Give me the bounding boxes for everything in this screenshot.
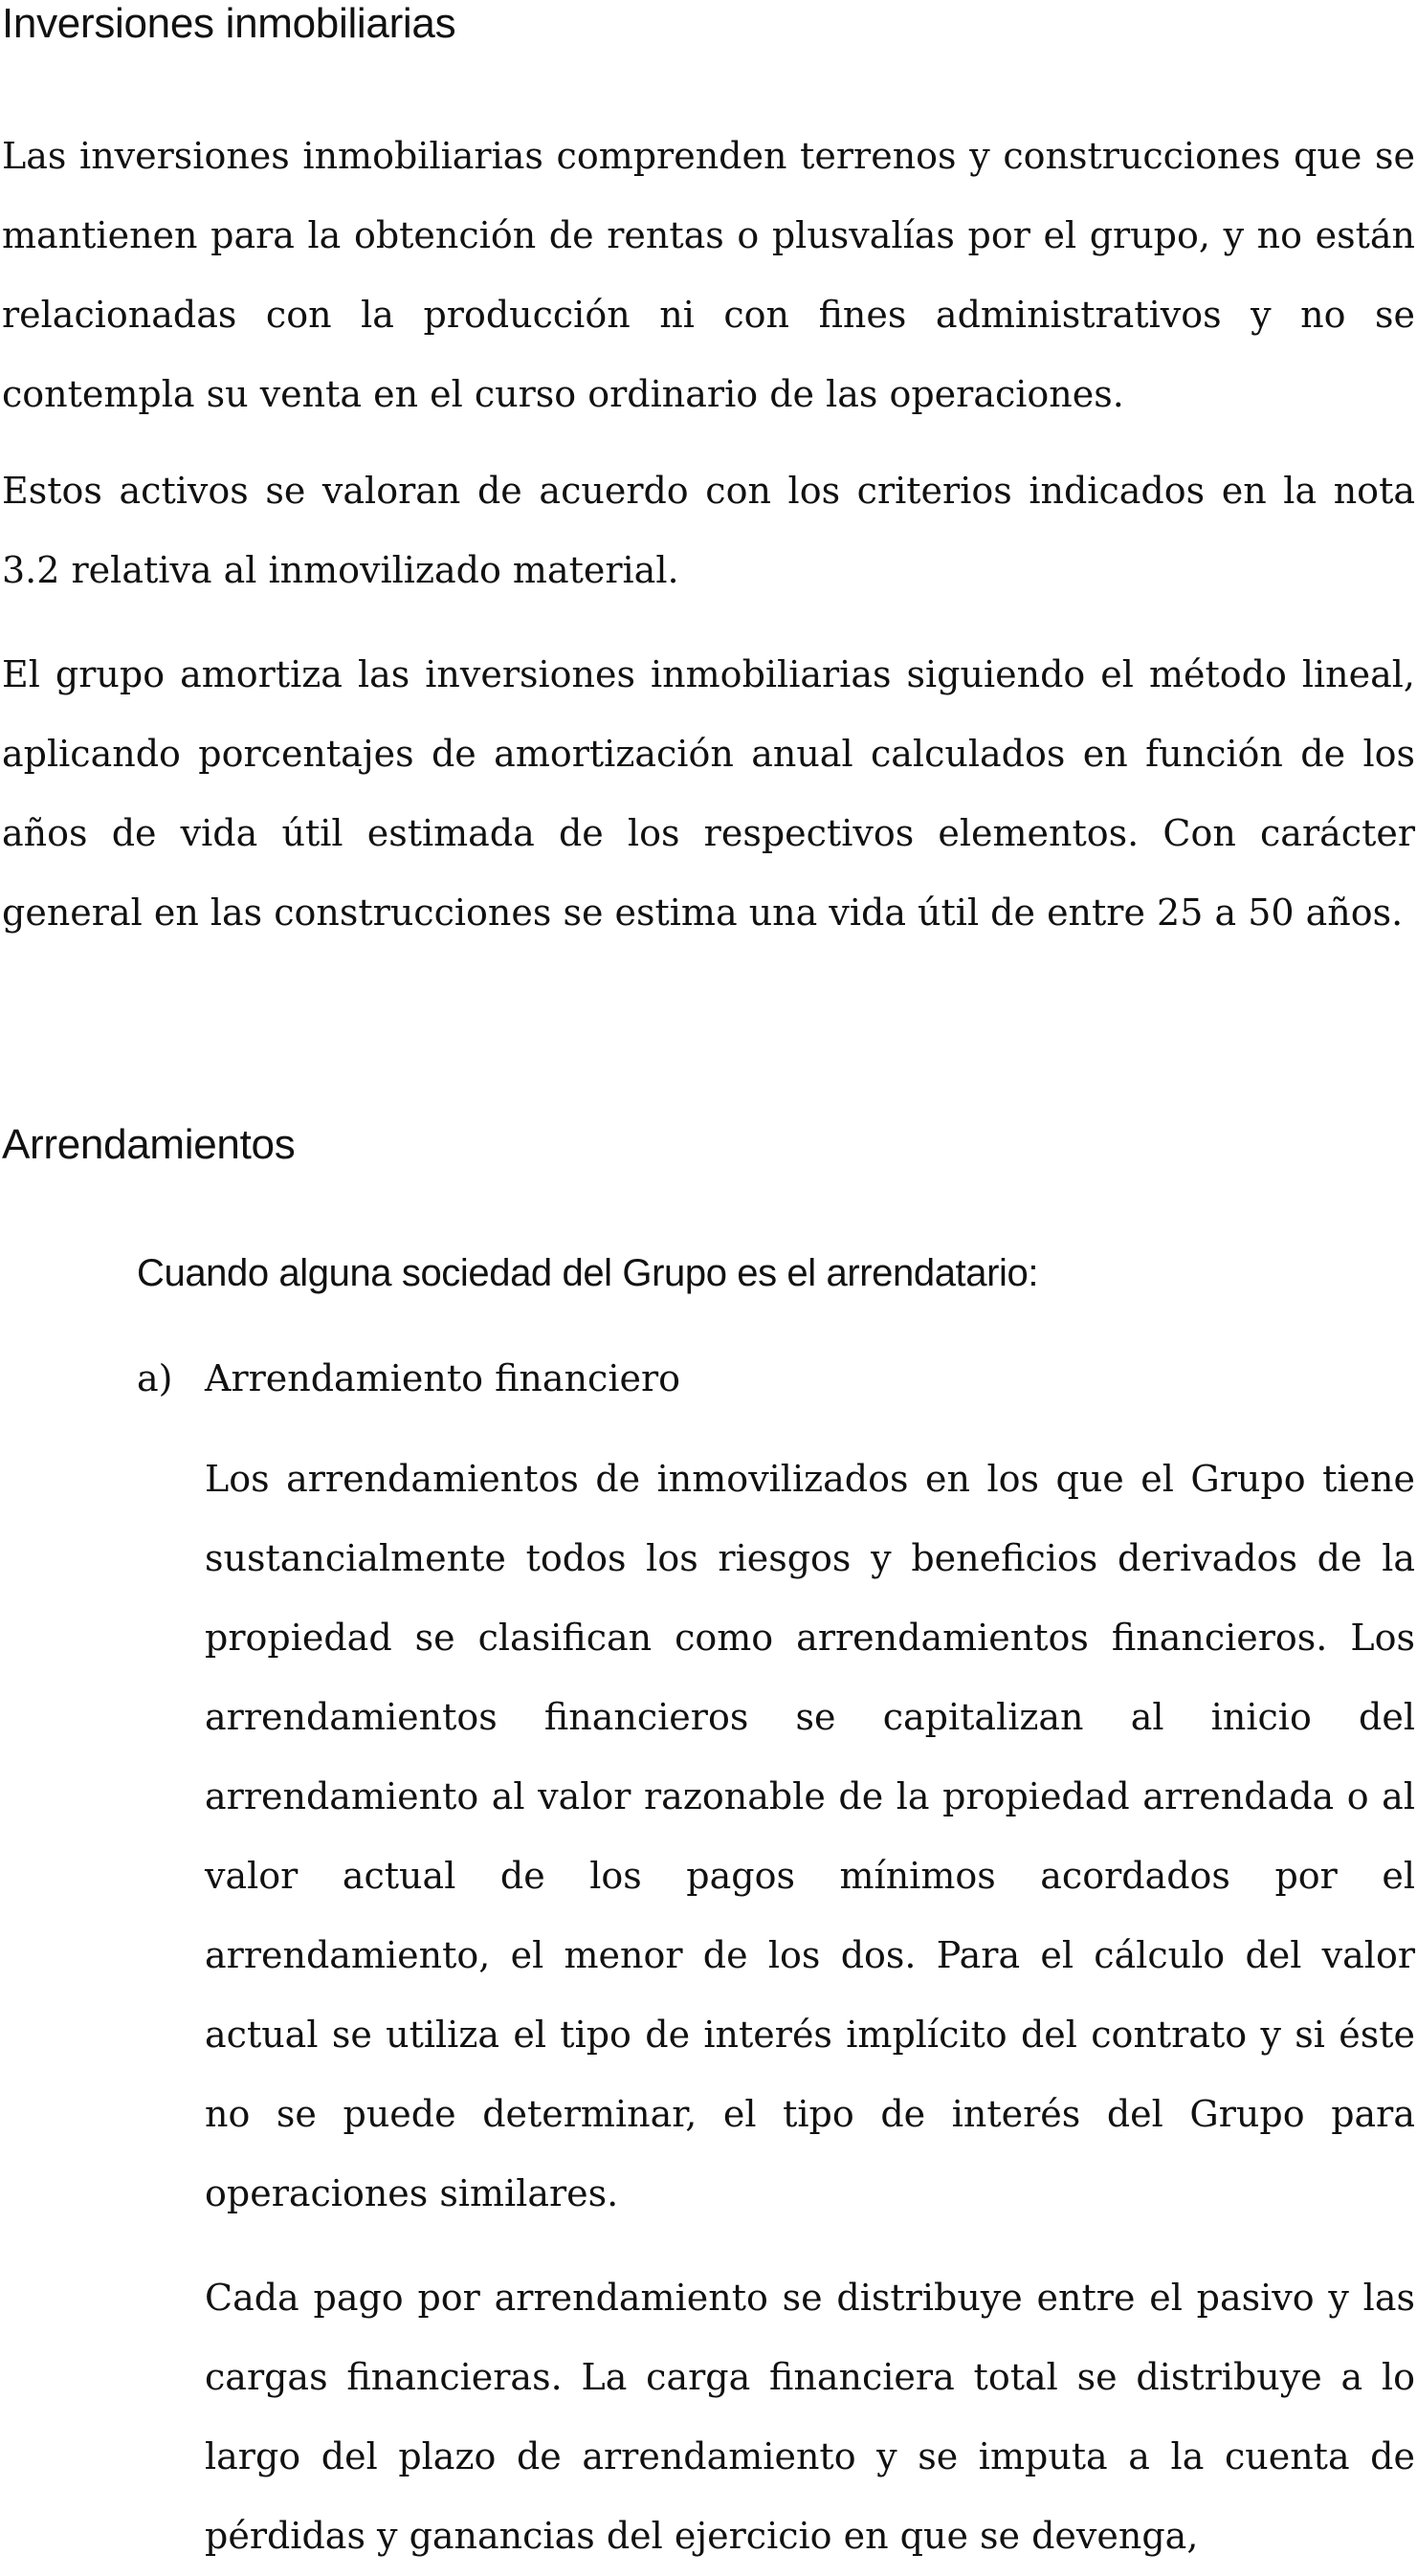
list-item-marker: a) [137, 1357, 173, 1399]
section-title-inversiones-inmobiliarias: Inversiones inmobiliarias [2, 0, 456, 47]
paragraph-inversiones-definition: Las inversiones inmobiliarias comprenden terrenos y construcciones que se mantienen para la obtención de rentas o plusvalías por el grupo, y no están relacionadas con la producción ni con fines administrativos y no se contempla su venta en el curso ordinario de las operaciones. [2, 135, 1415, 415]
paragraph-inversiones-amortization: El grupo amortiza las inversiones inmobiliarias siguiendo el método lineal, aplicando porcentajes de amortización anual calculados en función de los años de vida útil estimada de los respectivos elementos. Con carácter general en las construcciones se estima una vida útil de entre 25 a 50 años. [2, 653, 1415, 934]
section-title-arrendamientos: Arrendamientos [2, 1121, 296, 1168]
paragraph-inversiones-valuation: Estos activos se valoran de acuerdo con los criterios indicados en la nota 3.2 relativa al inmovilizado material. [2, 470, 1415, 591]
paragraph-arrendamiento-financiero: Los arrendamientos de inmovilizados en los que el Grupo tiene sustancialmente todos los riesgos y beneficios derivados de la propiedad se clasifican como arrendamientos financieros. Los arrendamientos financieros se capitalizan al inicio del arrendamiento al valor razonable de la propiedad arrendada o al valor actual de los pagos mínimos acordados por el arrendamiento, el menor de los dos. Para el cálculo del valor actual se utiliza el tipo de interés implícito del contrato y si éste no se puede determinar, el tipo de interés del Grupo para operaciones similares. [205, 1458, 1415, 2214]
subheading-arrendatario: Cuando alguna sociedad del Grupo es el arrendatario: [137, 1252, 1039, 1294]
list-item-title-arrendamiento-financiero: Arrendamiento financiero [205, 1357, 681, 1399]
paragraph-pago-arrendamiento: Cada pago por arrendamiento se distribuye entre el pasivo y las cargas financieras. La carga financiera total se distribuye a lo largo del plazo de arrendamiento y se imputa a la cuenta de pérdidas y ganancias del ejercicio en que se devenga, [205, 2277, 1415, 2557]
